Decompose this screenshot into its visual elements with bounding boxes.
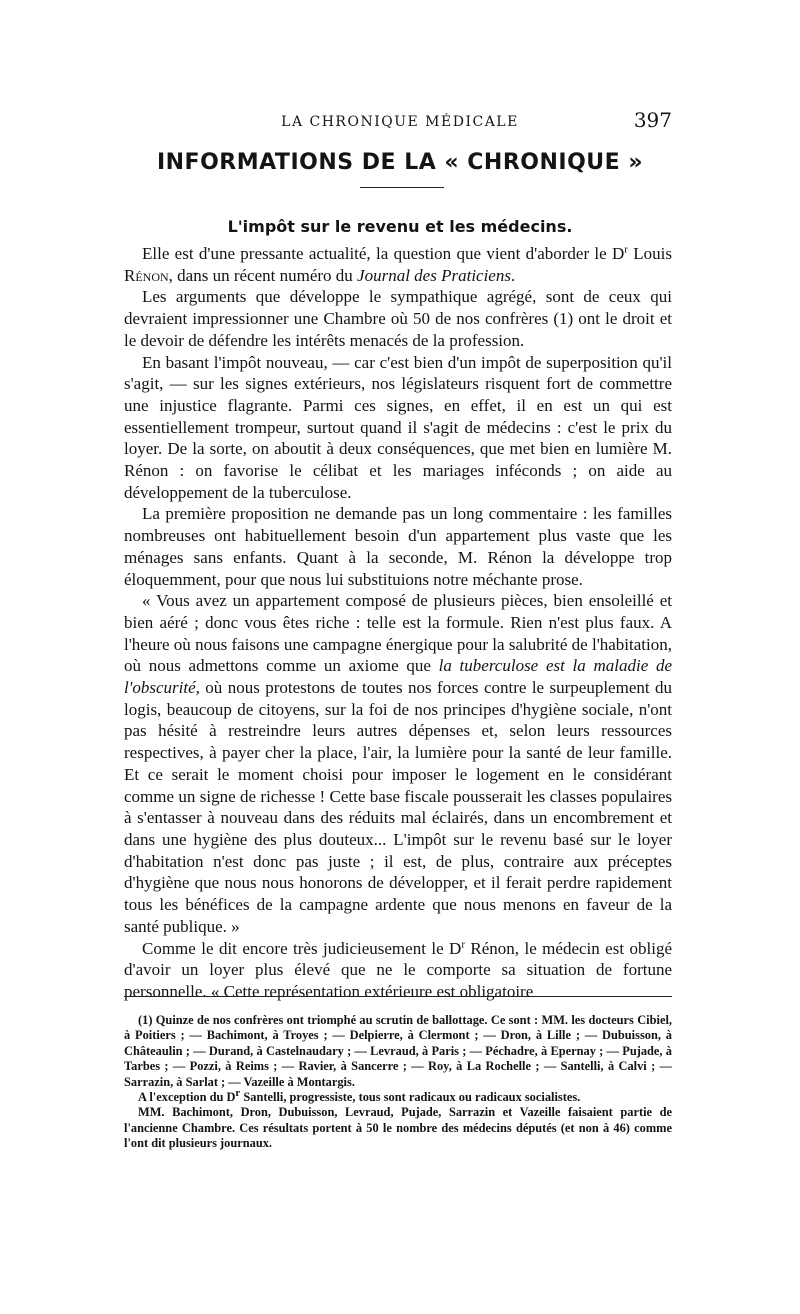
- text-run: .: [510, 265, 516, 285]
- text-run: Rénon, le médecin est obligé d'avoir un loyer plus élevé que ne le comporte sa situation de fortune personnelle. « Cette représentation extérieure est obligatoire: [124, 938, 672, 1001]
- journal-name: Journal des Praticiens: [357, 265, 511, 285]
- paragraph-4: La première proposition ne demande pas un long commentaire : les familles nombreuses ont habituellement besoin d'un appartement plus vaste que les ménages sans enfants. Quant à la seconde, M. Rénon la développe trop éloquemment, pour que nous lui substituions notre méchante prose.: [124, 504, 672, 589]
- section-title: INFORMATIONS DE LA « CHRONIQUE »: [156, 150, 644, 175]
- paragraph-5: [124, 590, 672, 937]
- text-run: Elle est d'une pressante actualité, la question que vient d'aborder le D: [142, 244, 625, 263]
- journal-title: LA CHRONIQUE MÉDICALE: [281, 114, 519, 130]
- author-name: Rénon: [124, 265, 169, 285]
- article-title: L'impôt sur le revenu et les médecins.: [227, 217, 573, 236]
- superscript: r: [235, 1086, 241, 1099]
- footnotes: [124, 1013, 672, 1152]
- text-run: Santelli, progressiste, tous sont radicaux ou radicaux socialistes.: [240, 1090, 581, 1105]
- paragraph-6: [124, 938, 672, 1003]
- text-run: , où nous protestons de toutes nos forces contre le surpeuplement du logis, beaucoup de citoyens, sur la foi de nos principes d'hygiène sociale, n'ont pas hésité à restreindre leurs autres dépenses et, selon leurs ressources respectives, à payer cher la place, l'air, la lumière pour la santé de leur famille. Et ce serait le moment choisi pour imposer le logement en le considérant comme un signe de richesse ! Cette base fiscale pousserait les classes populaires à s'entasser à nouveau dans des réduits mal éclairés, dans un encombrement et dans une hygiène des plus douteux... L'impôt sur le revenu basé sur le loyer d'habitation n'est donc pas juste ; il est, de plus, contraire aux préceptes d'hygiène que nous nous honorons de développer, et il ferait perdre rapidement tous les bénéfices de la campagne ardente que nous menons en faveur de la santé publique. »: [124, 678, 672, 936]
- article-body: [124, 243, 672, 1003]
- superscript: r: [624, 243, 628, 256]
- paragraph-2: Les arguments que développe le sympathique agrégé, sont de ceux qui devraient impressionner une Chambre où 50 de nos confrères (1) ont le droit et le devoir de défendre les intérêts menacés de la profession.: [124, 287, 672, 350]
- footnote-3: MM. Bachimont, Dron, Dubuisson, Levraud, Pujade, Sarrazin et Vazeille faisaient partie de l'ancienne Chambre. Ces résultats portent à 50 le nombre des médecins députés (et non à 46) comme l'ont dit plusieurs journaux.: [124, 1105, 672, 1151]
- running-header: [0, 108, 800, 138]
- text-run: « Vous avez un appartement composé de plusieurs pièces, bien ensoleillé et bien aéré ; donc vous êtes riche : telle est la formule. Rien n'est plus faux. A l'heure où nous faisons une campagne énergique pour la salubrité de l'habitation, où nous admettons comme un axiome que: [124, 591, 672, 676]
- paragraph-3: En basant l'impôt nouveau, — car c'est bien d'un impôt de superposition qu'il s'agit, — sur les signes extérieurs, nos législateurs risquent fort de commettre une injustice flagrante. Parmi ces signes, en effet, il en est un qui est essentiellement trompeur, surtout quand il s'agit de médecins : c'est le prix du loyer. De la sorte, on aboutit à deux conséquences, que met bien en lumière M. Rénon : on favorise le célibat et les mariages inféconds ; on aide au développement de la tuberculose.: [124, 352, 672, 502]
- footnote-2: [124, 1086, 672, 1105]
- text-run: A l'exception du D: [138, 1090, 236, 1105]
- paragraph-1: [124, 243, 672, 286]
- superscript: r: [461, 937, 465, 950]
- text-run: Comme le dit encore très judicieusement le D: [142, 938, 462, 958]
- footnote-1: (1) Quinze de nos confrères ont triomphé au scrutin de ballottage. Ce sont : MM. les docteurs Cibiel, à Poitiers ; — Bachimont, à Troyes ; — Delpierre, à Clermont ; — Dron, à Lille ; — Dubuisson, à Châteaulin ; — Durand, à Castelnaudary ; — Levraud, à Paris ; — Péchadre, à Epernay ; — Pujade, à Tarbes ; — Pozzi, à Reims ; — Ravier, à Sancerre ; — Roy, à La Rochelle ; — Santelli, à Calvi ; — Sarrazin, à Sarlat ; — Vazeille à Montargis.: [124, 1013, 672, 1089]
- page-number: 397: [633, 108, 672, 132]
- text-run: Louis: [627, 244, 672, 263]
- text-run: , dans un récent numéro du: [168, 265, 358, 285]
- title-rule: [360, 187, 444, 188]
- footnote-rule: [124, 996, 672, 997]
- italic-quote: la tuberculose est la maladie de l'obscurité: [124, 656, 672, 698]
